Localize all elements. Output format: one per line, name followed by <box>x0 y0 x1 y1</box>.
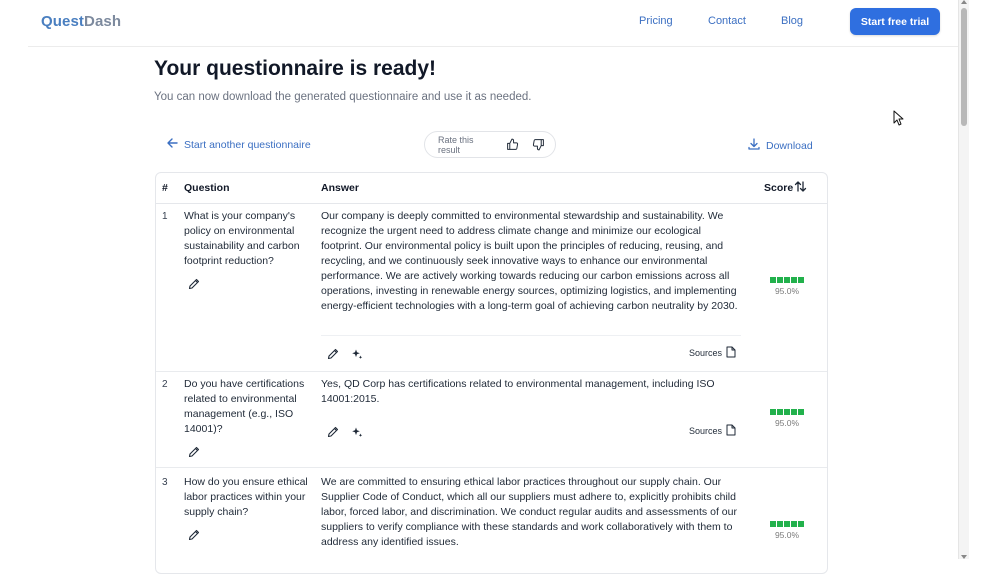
question-text: What is your company's policy on environmental sustainability and carbon footprint reduction? <box>184 210 300 267</box>
window-margin <box>969 0 995 559</box>
sparkles-icon[interactable] <box>350 425 364 439</box>
pencil-icon[interactable] <box>187 277 201 291</box>
pencil-icon[interactable] <box>326 347 340 361</box>
pencil-icon[interactable] <box>187 528 201 542</box>
start-another-questionnaire-link[interactable] <box>167 138 311 151</box>
download-button[interactable] <box>748 138 813 153</box>
score-indicator <box>768 409 806 428</box>
table-row <box>156 203 827 372</box>
score-value: 95.0% <box>774 530 800 540</box>
scroll-up-icon[interactable] <box>961 0 967 4</box>
score-indicator <box>768 277 806 296</box>
page-subtitle: You can now download the generated questionnaire and use it as needed. <box>154 91 532 103</box>
top-nav <box>28 0 958 47</box>
download-icon <box>748 138 760 153</box>
rate-result-label: Rate this result <box>438 134 474 155</box>
score-bar <box>791 521 797 527</box>
question-text: Do you have certifications related to environmental management (e.g., ISO 14001)? <box>184 378 305 435</box>
page-title: Your questionnaire is ready! <box>154 57 437 80</box>
score-bar <box>798 409 804 415</box>
scroll-down-icon[interactable] <box>961 555 967 559</box>
answer-text: Our company is deeply committed to environmental stewardship and sustainability. We recognize the urgent need to address climate change and minimize our ecological footprint. Our environmental policy is built upon the principles of reducing, reusing, and recycling, and we continuously seek innovative ways to enhance our environmental performance. We are actively working towards reducing our carbon emissions across all operations, investing in renewable energy sources, optimizing logistics, and implementing energy-efficient technologies with a long-term goal of achieving carbon neutrality by 2030. <box>321 210 738 312</box>
score-bar <box>777 409 783 415</box>
document-icon <box>726 424 736 438</box>
table-row <box>156 467 827 574</box>
column-header-number: # <box>162 182 168 194</box>
row-number: 3 <box>162 477 168 488</box>
scrollbar-thumb[interactable] <box>961 8 967 126</box>
score-bar <box>777 277 783 283</box>
rate-result-box <box>424 131 556 158</box>
nav-link-contact[interactable]: Contact <box>708 15 746 27</box>
logo[interactable] <box>41 13 121 30</box>
score-bars <box>768 521 806 527</box>
score-bar <box>791 277 797 283</box>
score-value: 95.0% <box>774 286 800 296</box>
row-number: 1 <box>162 211 168 222</box>
arrow-left-icon <box>167 138 178 151</box>
column-header-score[interactable]: Score <box>764 182 794 194</box>
table-row <box>156 371 827 468</box>
logo-part-2: Dash <box>84 13 122 30</box>
table-header <box>156 173 827 204</box>
pencil-icon[interactable] <box>187 445 201 459</box>
question-text: How do you ensure ethical labor practices within your supply chain? <box>184 476 308 518</box>
questionnaire-table <box>155 172 828 574</box>
score-bar <box>798 277 804 283</box>
score-bar <box>791 409 797 415</box>
sources-label: Sources <box>689 426 723 436</box>
nav-link-pricing[interactable]: Pricing <box>639 15 673 27</box>
document-icon <box>726 346 736 360</box>
sources-label: Sources <box>689 348 723 358</box>
sort-icon[interactable] <box>794 180 807 196</box>
score-bars <box>768 409 806 415</box>
sources-button[interactable] <box>689 346 736 360</box>
score-bar <box>777 521 783 527</box>
score-bar <box>784 521 790 527</box>
score-indicator <box>768 521 806 540</box>
score-bar <box>784 409 790 415</box>
score-bars <box>768 277 806 283</box>
download-label: Download <box>766 139 813 152</box>
answer-text: Yes, QD Corp has certifications related to environmental management, including ISO 14001:2015. <box>321 378 715 405</box>
page-scrollbar[interactable] <box>958 0 969 559</box>
pencil-icon[interactable] <box>326 425 340 439</box>
score-bar <box>798 521 804 527</box>
thumbs-down-icon[interactable] <box>530 136 547 154</box>
column-header-question: Question <box>184 182 230 194</box>
score-bar <box>770 277 776 283</box>
sources-button[interactable] <box>689 424 736 438</box>
score-bar <box>784 277 790 283</box>
row-number: 2 <box>162 379 168 390</box>
start-another-questionnaire-label: Start another questionnaire <box>184 138 311 151</box>
score-bar <box>770 409 776 415</box>
sparkles-icon[interactable] <box>350 347 364 361</box>
thumbs-up-icon[interactable] <box>504 136 521 154</box>
answer-text: We are committed to ensuring ethical labor practices throughout our supply chain. Our Supplier Code of Conduct, which all our suppliers must adhere to, explicitly prohibits child labor, forced labor, and discrimination. We conduct regular audits and assessments of our suppliers to verify compliance with these standards and work collaboratively with them to address any identified issues. <box>321 476 737 548</box>
column-header-answer: Answer <box>321 182 359 194</box>
nav-link-blog[interactable]: Blog <box>781 15 804 27</box>
logo-part-1: Quest <box>41 13 85 30</box>
answer-divider <box>321 335 741 336</box>
score-value: 95.0% <box>774 418 800 428</box>
score-bar <box>770 521 776 527</box>
start-free-trial-button[interactable]: Start free trial <box>850 8 940 35</box>
cursor-icon <box>893 110 904 131</box>
